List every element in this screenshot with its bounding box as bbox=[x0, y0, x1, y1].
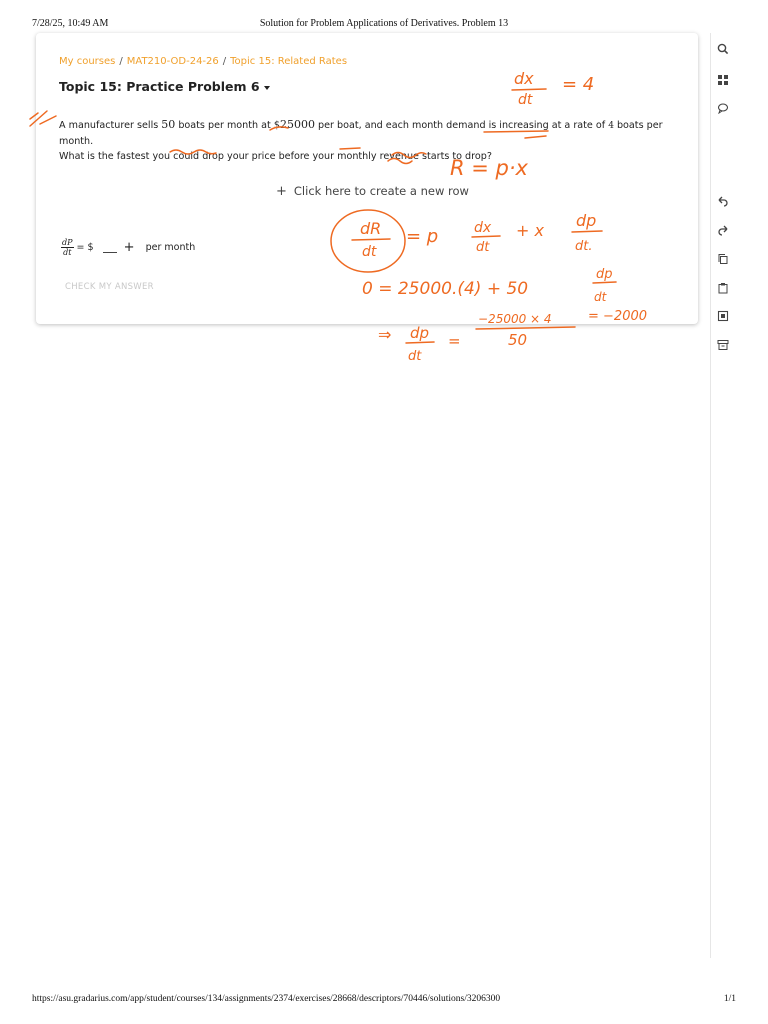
create-new-row-button[interactable] bbox=[276, 184, 469, 199]
topic-title-dropdown[interactable] bbox=[59, 79, 270, 94]
problem-card bbox=[36, 33, 698, 324]
problem-text: boats per month. bbox=[59, 120, 663, 147]
annotation-frac-num: −25000 × 4 bbox=[478, 312, 552, 326]
page-number: 1/1 bbox=[723, 994, 736, 1004]
right-toolbar bbox=[710, 33, 735, 958]
annotation-dR-num: dR bbox=[360, 219, 382, 238]
caret-down-icon bbox=[264, 86, 270, 90]
fraction-denominator: dt bbox=[63, 248, 72, 257]
problem-question: What is the fastest you could drop your price before your monthly revenue starts to drop? bbox=[59, 151, 492, 162]
annotation-implies: ⇒ bbox=[378, 325, 392, 344]
print-document-title: Solution for Problem Applications of Derivatives. Problem 13 bbox=[259, 18, 509, 29]
unit-label: per month bbox=[145, 242, 196, 253]
image-icon[interactable] bbox=[717, 310, 729, 322]
plus-icon: + bbox=[276, 184, 287, 199]
print-date: 7/28/25, 10:49 AM bbox=[32, 18, 109, 29]
annotation-product-eq: = p bbox=[406, 226, 439, 247]
clipboard-icon[interactable] bbox=[717, 282, 729, 294]
annotation-zero-eq: 0 = 25000.(4) + 50 bbox=[362, 279, 529, 299]
fraction-bar bbox=[406, 342, 434, 343]
problem-text: boats per month at $ bbox=[175, 120, 280, 131]
redo-icon[interactable] bbox=[717, 224, 729, 236]
breadcrumb-separator: / bbox=[119, 56, 123, 67]
add-term-plus-icon[interactable]: + bbox=[123, 240, 135, 255]
annotation-dp-num: dp bbox=[576, 211, 597, 230]
archive-icon[interactable] bbox=[717, 339, 729, 351]
problem-text: A manufacturer sells bbox=[59, 120, 162, 131]
undo-icon[interactable] bbox=[717, 195, 729, 207]
annotation-dx-den: dt bbox=[476, 240, 490, 255]
copy-icon[interactable] bbox=[717, 253, 729, 265]
annotation-dx-num: dx bbox=[474, 220, 492, 236]
breadcrumb-separator: / bbox=[222, 56, 227, 67]
price-value: 25000 bbox=[279, 118, 315, 131]
search-icon[interactable] bbox=[717, 43, 729, 55]
annotation-dR-den: dt bbox=[362, 244, 377, 260]
create-new-row-label: Click here to create a new row bbox=[293, 184, 469, 198]
annotation-result: = −2000 bbox=[588, 309, 648, 324]
dp-dt-fraction bbox=[61, 238, 74, 257]
breadcrumb-topic[interactable]: Topic 15: Related Rates bbox=[230, 56, 348, 67]
annotation-dp2-den: dt bbox=[594, 290, 607, 304]
answer-input[interactable] bbox=[103, 242, 117, 253]
print-url: https://asu.gradarius.com/app/student/courses/134/assignments/2374/exercises/28668/descriptors/70446/solutions/3206300 bbox=[32, 994, 501, 1004]
fraction-numerator: dP bbox=[62, 238, 73, 247]
annotation-dp3-num: dp bbox=[410, 324, 430, 342]
breadcrumb-course[interactable]: MAT210-OD-24-26 bbox=[126, 56, 219, 67]
problem-text: per boat, and each month demand is increasing at a rate of bbox=[314, 120, 609, 131]
answer-row bbox=[61, 238, 195, 257]
fraction-bar bbox=[476, 327, 575, 329]
comment-icon[interactable] bbox=[717, 102, 729, 114]
equals-dollar: = $ bbox=[76, 242, 94, 253]
annotation-dp-den: dt. bbox=[575, 239, 593, 254]
breadcrumb bbox=[59, 56, 347, 67]
annotation-revenue-eq: R = p·x bbox=[450, 156, 528, 180]
annotation-frac-den: 50 bbox=[508, 331, 528, 349]
annotation-eq-sign: = bbox=[448, 332, 461, 350]
page-title: Topic 15: Practice Problem 6 bbox=[59, 79, 260, 94]
annotation-plus-x: + x bbox=[516, 221, 544, 240]
grid-icon[interactable] bbox=[717, 74, 729, 86]
boats-value: 50 bbox=[161, 118, 176, 131]
annotation-dxdt-eq: = 4 bbox=[562, 74, 595, 95]
annotation-dp3-den: dt bbox=[408, 349, 422, 364]
breadcrumb-my-courses[interactable]: My courses bbox=[59, 56, 116, 67]
problem-statement bbox=[59, 117, 689, 164]
annotation-dxdt-num: dx bbox=[514, 69, 534, 88]
annotation-dp2-num: dp bbox=[596, 267, 613, 282]
rate-value: 4 bbox=[608, 121, 614, 131]
check-my-answer-button[interactable]: CHECK MY ANSWER bbox=[65, 282, 154, 292]
annotation-dxdt-den: dt bbox=[518, 92, 533, 108]
